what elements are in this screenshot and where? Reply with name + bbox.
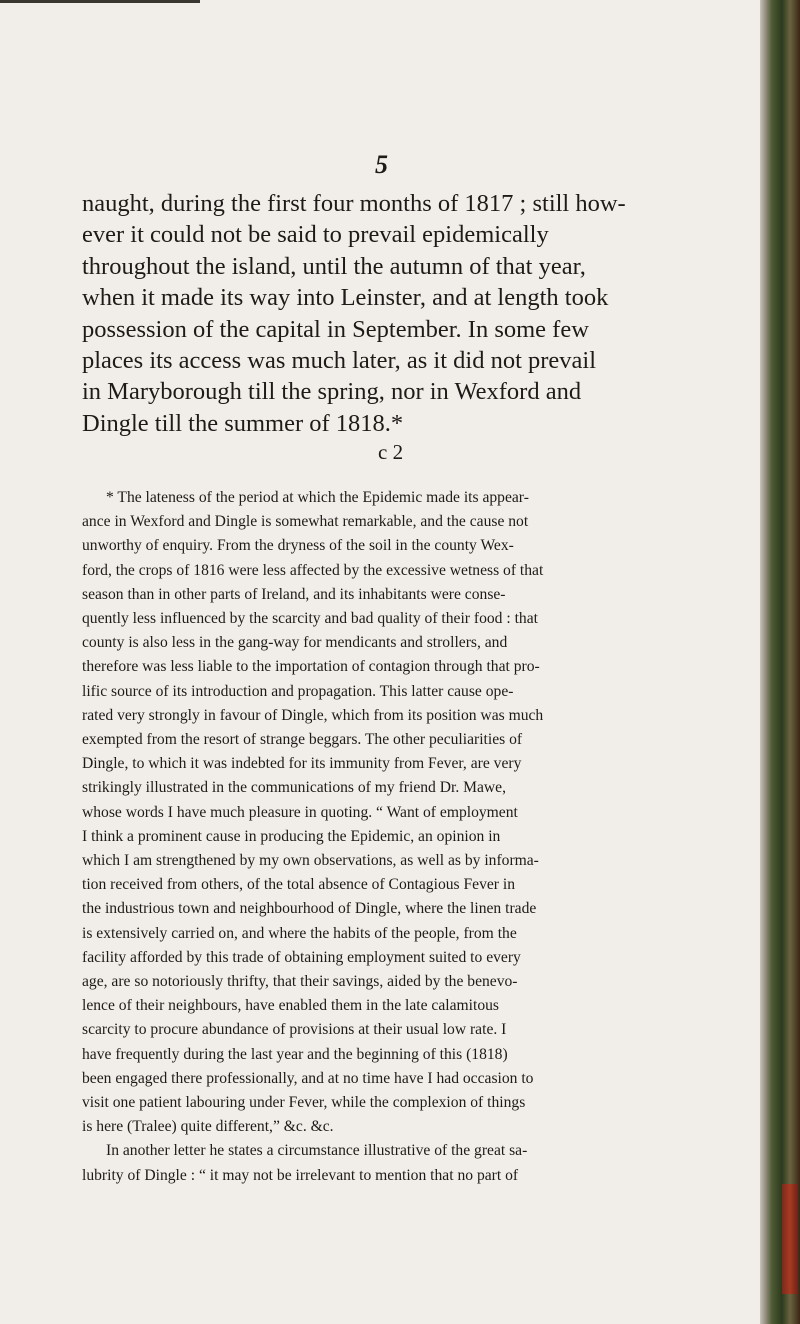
footnote-line: the industrious town and neighbourhood of Dingle, where the linen trade <box>82 900 537 918</box>
footnote-line: been engaged there professionally, and at no time have I had occasion to <box>82 1069 534 1087</box>
body-line: in Maryborough till the spring, nor in Wexford and <box>82 378 582 406</box>
page-number: 5 <box>375 150 388 179</box>
body-line: places its access was much later, as it did not prevail <box>82 347 597 375</box>
footnote-line: county is also less in the gang-way for mendicants and strollers, and <box>82 634 508 652</box>
footnote-line: ance in Wexford and Dingle is somewhat remarkable, and the cause not <box>82 513 529 531</box>
signature-mark: c 2 <box>378 440 404 464</box>
body-line: naught, during the first four months of 1817 ; still how- <box>82 190 626 217</box>
footnote-line: have frequently during the last year and the beginning of this (1818) <box>82 1045 508 1063</box>
footnote-line: quently less influenced by the scarcity and bad quality of their food : that <box>82 610 538 628</box>
footnote-line: * The lateness of the period at which the Epidemic made its appear- <box>106 489 529 506</box>
body-line: throughout the island, until the autumn of that year, <box>82 252 586 280</box>
body-line: when it made its way into Leinster, and at length took <box>82 284 609 312</box>
footnote <box>82 486 732 1188</box>
footnote-line: is extensively carried on, and where the habits of the people, from the <box>82 924 517 942</box>
book-spine-edge <box>760 0 800 1324</box>
footnote-line: age, are so notoriously thrifty, that their savings, aided by the benevo- <box>82 973 518 991</box>
footnote-line: lubrity of Dingle : “ it may not be irrelevant to mention that no part of <box>82 1166 519 1184</box>
footnote-line: whose words I have much pleasure in quoting. “ Want of employment <box>82 803 518 821</box>
spine-red-binding <box>782 1184 798 1294</box>
footnote-line: scarcity to procure abundance of provisions at their usual low rate. I <box>82 1021 507 1039</box>
footnote-line: I think a prominent cause in producing the Epidemic, an opinion in <box>82 827 501 845</box>
body-line: Dingle till the summer of 1818.* <box>82 409 404 437</box>
footnote-line: visit one patient labouring under Fever, while the complexion of things <box>82 1094 526 1112</box>
footnote-line: ford, the crops of 1816 were less affected by the excessive wetness of that <box>82 561 544 579</box>
footnote-line: exempted from the resort of strange beggars. The other peculiarities of <box>82 731 523 749</box>
footnote-line: therefore was less liable to the importation of contagion through that pro- <box>82 658 540 676</box>
footnote-line: which I am strengthened by my own observations, as well as by informa- <box>82 852 539 870</box>
top-edge-rule <box>0 0 200 3</box>
footnote-line: rated very strongly in favour of Dingle, which from its position was much <box>82 706 544 724</box>
body-text <box>82 188 728 439</box>
footnote-line: lific source of its introduction and propagation. This latter cause ope- <box>82 682 514 700</box>
footnote-line: season than in other parts of Ireland, and its inhabitants were conse- <box>82 585 506 603</box>
footnote-line: tion received from others, of the total absence of Contagious Fever in <box>82 876 516 894</box>
footnote-line: is here (Tralee) quite different,” &c. &c. <box>82 1118 334 1136</box>
footnote-line: strikingly illustrated in the communications of my friend Dr. Mawe, <box>82 779 506 797</box>
body-line: ever it could not be said to prevail epidemically <box>82 221 549 249</box>
footnote-line: lence of their neighbours, have enabled them in the late calamitous <box>82 997 499 1015</box>
footnote-line: Dingle, to which it was indebted for its immunity from Fever, are very <box>82 755 522 773</box>
footnote-line: facility afforded by this trade of obtaining employment suited to every <box>82 948 521 966</box>
body-line: possession of the capital in September. In some few <box>82 315 589 343</box>
footnote-line: In another letter he states a circumstance illustrative of the great sa- <box>106 1142 528 1160</box>
footnote-line: unworthy of enquiry. From the dryness of the soil in the county Wex- <box>82 537 514 555</box>
